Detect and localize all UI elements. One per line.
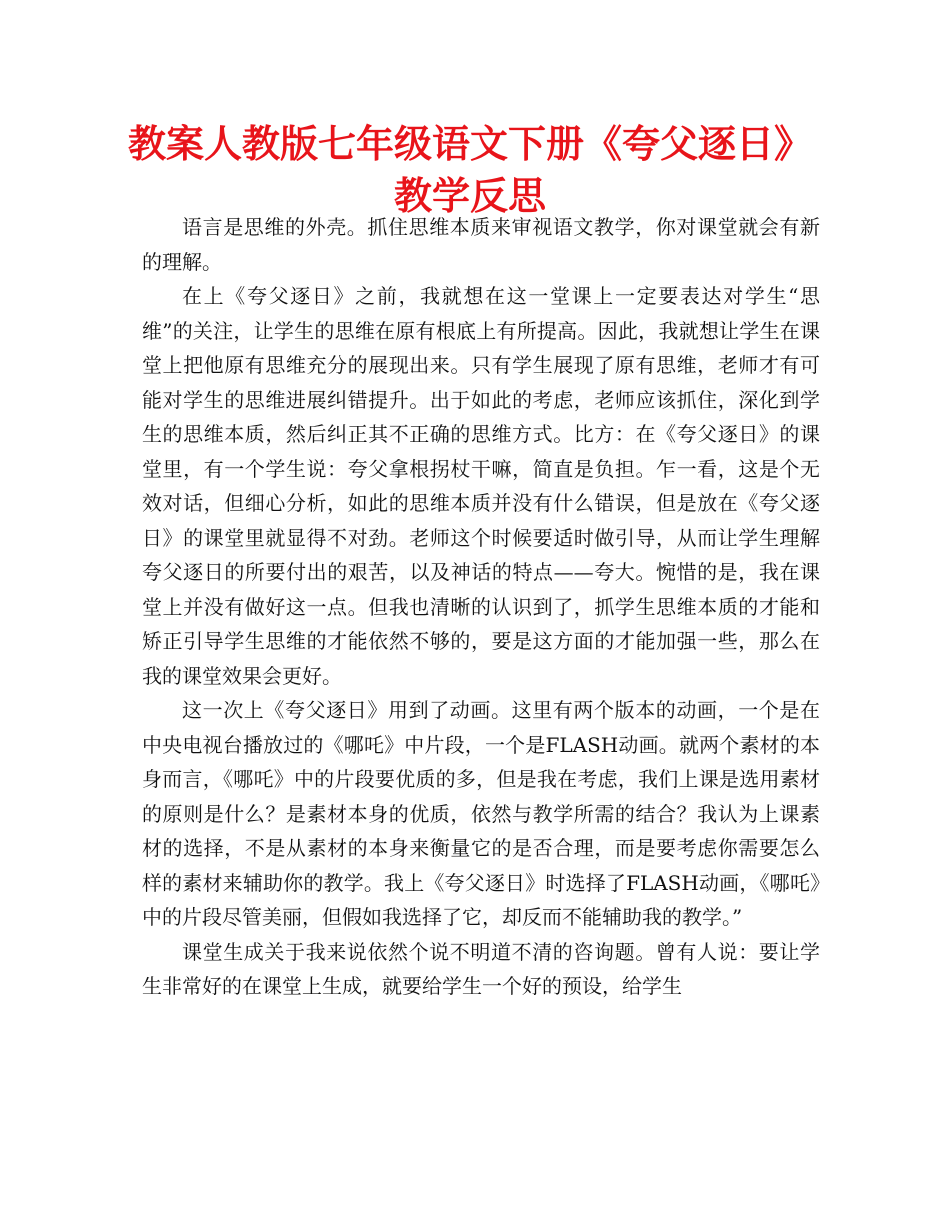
paragraph-4: 课堂生成关于我来说依然个说不明道不清的咨询题。曾有人说：要让学生非常好的在课堂上生成，就要给学生一个好的预设，给学生 [142,939,820,998]
document-body [142,210,820,1004]
paragraph-2: 在上《夸父逐日》之前，我就想在这一堂课上一定要表达对学生“思维”的关注，让学生的思维在原有根底上有所提高。因此，我就想让学生在课堂上把他原有思维充分的展现出来。只有学生展现了原有思维，老师才有可能对学生的思维进展纠错提升。出于如此的考虑，老师应该抓住，深化到学生的思维本质，然后纠正其不正确的思维方式。比方：在《夸父逐日》的课堂里，有一个学生说：夸父拿根拐杖干嘛，简直是负担。乍一看，这是个无效对话，但细心分析，如此的思维本质并没有什么错误，但是放在《夸父逐日》的课堂里就显得不对劲。老师这个时候要适时做引导，从而让学生理解夸父逐日的所要付出的艰苦，以及神话的特点——夸大。惋惜的是，我在课堂上并没有做好这一点。但我也清晰的认识到了，抓学生思维本质的才能和矫正引导学生思维的才能依然不够的，要是这方面的才能加强一些，那么在我的课堂效果会更好。 [142,284,820,688]
paragraph-3: 这一次上《夸父逐日》用到了动画。这里有两个版本的动画，一个是在中央电视台播放过的《哪吒》中片段，一个是FLASH动画。就两个素材的本身而言，《哪吒》中的片段要优质的多，但是我在考虑，我们上课是选用素材的原则是什么？是素材本身的优质，依然与教学所需的结合？我认为上课素材的选择，不是从素材的本身来衡量它的是否合理，而是要考虑你需要怎么样的素材来辅助你的教学。我上《夸父逐日》时选择了FLASH动画，《哪吒》中的片段尽管美丽，但假如我选择了它，却反而不能辅助我的教学。” [142,698,820,929]
document-title [120,118,820,222]
paragraph-1: 语言是思维的外壳。抓住思维本质来审视语文教学，你对课堂就会有新的理解。 [142,215,820,274]
title-line-1: 教案人教版七年级语文下册《夸父逐日》 [127,122,812,166]
title-line-2: 教学反思 [393,174,546,218]
